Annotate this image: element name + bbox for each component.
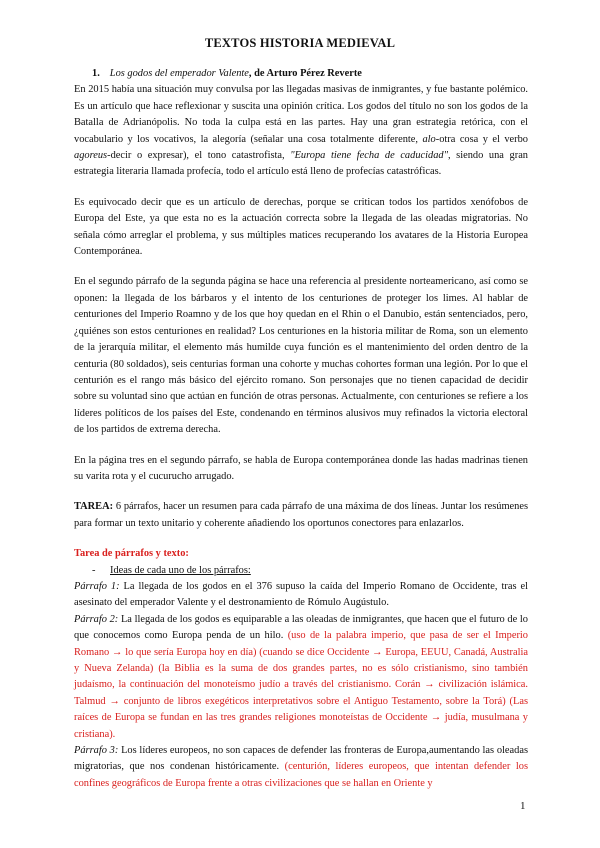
paragraph-1-text-a: En 2015 había una situación muy convulsa por las llegadas masivas de inmigrantes, y fue bastante polémico. Es un artículo que hace reflexionar y suscita una opinión crítica. Los godos del título no son los godos de la Batalla de Adrianópolis. No toda la culpa está en las partes. Hay una gran estrategia retórica, con el vocabulario y los vocativos, la alegoría (señalar una cosa totalmente diferente, — [74, 84, 528, 145]
paragraph-2: Es equivocado decir que es un artículo de derechas, porque se critican todos los partidos xenófobos de Europa del Este, ya que esta no es la actuación correcta sobre la llegada de las oleadas migratorias. No señala cómo arreglar el problema, y sus múltiples matices recuperando los avatares de la Historia Europea Contemporánea. — [74, 196, 528, 258]
parrafo-1 — [74, 579, 528, 612]
paragraph-1-text-c: -decir o expresar), el tono catastrofista, — [107, 150, 291, 162]
section-heading — [74, 66, 528, 82]
parrafo-3-notes: (centurión, líderes europeos, que intentan defender los confines geográficos de Europa frente a otras civilizaciones que se hallan en Oriente y — [74, 761, 528, 789]
parrafo-2-notes: (uso de la palabra imperio, que pasa de ser el Imperio Romano → lo que sería Europa hoy en día) (cuando se dice Occidente → Europa, EEUU, Canadá, Australia y Nueva Zelanda) (la Biblia es la suma de dos grandes partes, no es sólo cristianismo, sino también judaísmo, la continuación del monoteísmo judío a través del cristianismo. Corán → civilización islámica. Talmud → conjunto de libros exegéticos interpretativos sobre el Antiguo Testamento, sobre la Torá) (Las raíces de Europa se fundan en las tres grandes religiones monoteístas de Occidente → judía, musulmana y cristiana). — [74, 630, 528, 740]
paragraph-1 — [74, 82, 528, 180]
parrafo-3-text: Los líderes europeos, no son capaces de defender las fronteras de Europa,aumentando las oleadas migratorias, que nos condenan históricamente. — [74, 745, 528, 773]
parrafo-2 — [74, 612, 528, 743]
bullet-text: Ideas de cada uno de los párrafos: — [110, 564, 251, 576]
parrafo-2-text: La llegada de los godos es equiparable a las oleadas de inmigrantes, que hacen que el futuro de lo que conocemos como Europa penda de un hilo. — [74, 613, 528, 642]
page-number: 1 — [520, 800, 526, 812]
quote-text: "Europa tiene fecha de caducidad" — [290, 150, 448, 162]
parrafo-2-label: Párrafo 2: — [74, 613, 119, 625]
task-label: TAREA: — [74, 501, 114, 513]
article-title: Los godos del emperador Valente — [109, 68, 249, 79]
paragraph-3: En el segundo párrafo de la segunda página se hace una referencia al presidente norteamericano, así como se oponen: la llegada de los bárbaros y el intento de los centuriones de proteger los limes. Al hablar de centuriones del Imperio Roamno y de los que hoy quedan en el Rhin o el Danubio, están sentenciados, pero, ¿quiénes son estos centuriones en realidad? Los centuriones en la historia militar de Roma, son un elemento de la jerarquía militar, el elemento más humilde cuya función es el mantenimiento del orden dentro de la centuria (80 soldados), seis centurias forman una cohorte y muchas cohortes forman una legión. Por lo que el centurión es el rango más básico del ejército romano. Son personajes que no tienen capacidad de decidir sobre su voluntad sino que actúan en función de otras personas. Actualmente, con centuriones se refiere a los líderes políticos de los países del Este, condenando en términos alusivos muy refinados la victoria electoral de los partidos de extrema derecha. — [74, 276, 528, 436]
paragraph-1-text-b: -otra cosa y el verbo — [435, 133, 528, 145]
parrafo-3 — [74, 743, 528, 792]
article-author: , de Arturo Pérez Reverte — [248, 68, 362, 79]
tarea-heading: Tarea de párrafos y texto: — [74, 548, 189, 560]
parrafo-1-text: La llegada de los godos en el 376 supuso la caída del Imperio Romano de Occidente, tras el asesinato del emperador Valente y el destronamiento de Rómulo Augústulo. — [74, 580, 528, 609]
bullet-dash: - — [92, 564, 96, 576]
parrafo-1-label: Párrafo 1: — [74, 580, 120, 592]
bullet-item — [74, 563, 528, 579]
section-number: 1. — [92, 68, 100, 79]
page-title: TEXTOS HISTORIA MEDIEVAL — [204, 36, 396, 50]
paragraph-1-text-d: , siendo una gran estrategia literaria llamada profecía, todo el artículo está lleno de profecías catastróficas. — [74, 150, 528, 178]
task-paragraph — [74, 499, 528, 532]
task-text: 6 párrafos, hacer un resumen para cada párrafo de una máxima de dos líneas. Juntar los resúmenes para formar un texto unitario y coherente añadiendo los oportunos conectores para enlazarlos. — [74, 501, 528, 529]
term-agoreus: agoreus — [74, 150, 108, 162]
term-alo: alo — [422, 133, 436, 145]
document-body — [74, 66, 528, 792]
paragraph-4: En la página tres en el segundo párrafo, se habla de Europa contemporánea donde las hadas madrinas tienen su varita rota y el cucurucho arrugado. — [74, 454, 528, 482]
parrafo-3-label: Párrafo 3: — [74, 745, 119, 757]
